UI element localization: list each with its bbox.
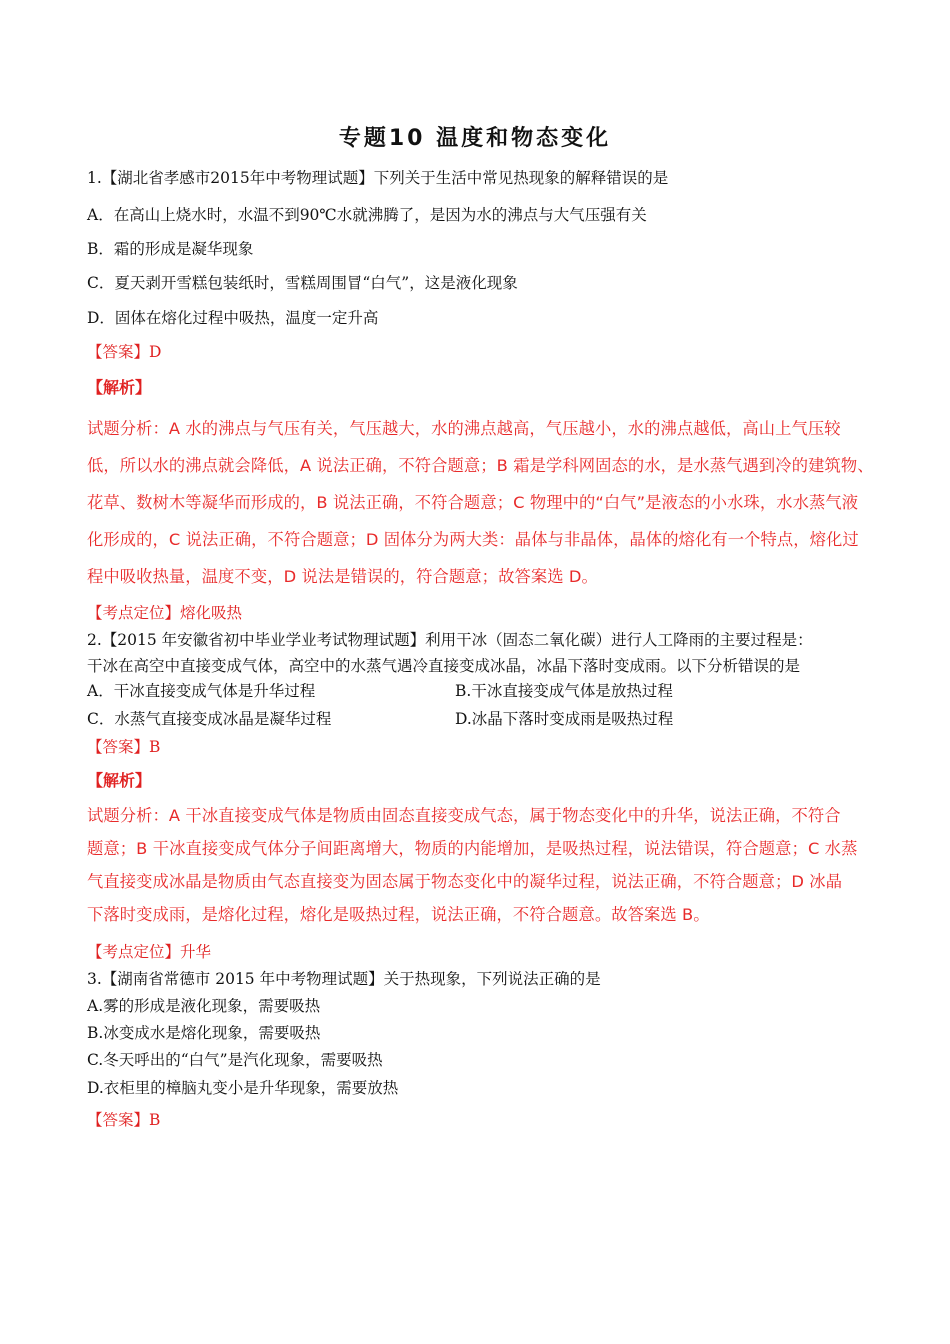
q2-stem-line: 2.【2015 年安徽省初中毕业学业考试物理试题】利用干冰（固态二氧化碳）进行人工降雨的主要过程是： (87, 631, 813, 649)
q3-option-c: C.冬天呼出的“白气”是汽化现象，需要吸热 (87, 1051, 383, 1069)
analysis-line: 低，所以水的沸点就会降低，A 说法正确，不符合题意；B 霜是学科网固态的水，是水蒸气遇到冷的建筑物、 (87, 456, 874, 475)
q3-option-a: A.雾的形成是液化现象，需要吸热 (87, 997, 321, 1015)
q1-analysis-heading: 【解析】 (87, 378, 152, 397)
analysis-line: 花草、数树木等凝华而形成的，B 说法正确，不符合题意；C 物理中的“白气”是液态的小水珠，水水蒸气液 (87, 493, 859, 512)
q2-analysis (87, 799, 877, 931)
analysis-line: 试题分析：A 水的沸点与气压有关，气压越大，水的沸点越高，气压越小，水的沸点越低，高山上气压较 (87, 419, 841, 438)
q2-option-b: B.干冰直接变成气体是放热过程 (455, 682, 673, 700)
q2-option-d: D.冰晶下落时变成雨是吸热过程 (455, 710, 674, 728)
analysis-line: 化形成的，C 说法正确，不符合题意；D 固体分为两大类：晶体与非晶体，晶体的熔化有一个特点，熔化过 (87, 530, 859, 549)
q2-answer: 【答案】B (87, 738, 161, 756)
q3-option-d: D.衣柜里的樟脑丸变小是升华现象，需要放热 (87, 1079, 399, 1097)
q1-stem: 1.【湖北省孝感市2015年中考物理试题】下列关于生活中常见热现象的解释错误的是 (87, 169, 669, 187)
analysis-line: 程中吸收热量，温度不变，D 说法是错误的，符合题意；故答案选 D。 (87, 567, 598, 586)
page-title: 专题10 温度和物态变化 (338, 126, 612, 151)
q3-option-b: B.冰变成水是熔化现象，需要吸热 (87, 1024, 321, 1042)
analysis-line: 气直接变成冰晶是物质由气态直接变为固态属于物态变化中的凝华过程，说法正确，不符合题意；D 冰晶 (87, 872, 843, 891)
analysis-line: 试题分析：A 干冰直接变成气体是物质由固态直接变成气态，属于物态变化中的升华，说法正确，不符合 (87, 806, 841, 825)
q2-knowledge-point: 【考点定位】升华 (87, 943, 212, 961)
q3-answer: 【答案】B (87, 1111, 161, 1129)
q2-analysis-heading: 【解析】 (87, 771, 152, 790)
q1-knowledge-point: 【考点定位】熔化吸热 (87, 604, 243, 622)
q1-option-d: D．固体在熔化过程中吸热，温度一定升高 (87, 309, 379, 327)
q1-option-c: C．夏天剥开雪糕包装纸时，雪糕周围冒“白气”，这是液化现象 (87, 274, 518, 292)
q1-answer: 【答案】D (87, 343, 162, 361)
q2-option-c: C．水蒸气直接变成冰晶是凝华过程 (87, 710, 332, 728)
q2-stem-line: 干冰在高空中直接变成气体，高空中的水蒸气遇冷直接变成冰晶，冰晶下落时变成雨。以下分析错误的是 (87, 657, 801, 675)
analysis-line: 题意；B 干冰直接变成气体分子间距离增大，物质的内能增加，是吸热过程，说法错误，符合题意；C 水蒸 (87, 839, 858, 858)
analysis-line: 下落时变成雨，是熔化过程，熔化是吸热过程，说法正确，不符合题意。故答案选 B。 (87, 905, 710, 924)
q2-option-a: A．干冰直接变成气体是升华过程 (87, 682, 316, 700)
q1-option-a: A．在高山上烧水时，水温不到90℃水就沸腾了，是因为水的沸点与大气压强有关 (87, 206, 647, 224)
q1-option-b: B．霜的形成是凝华现象 (87, 240, 254, 258)
q1-analysis (87, 410, 877, 595)
q3-stem: 3.【湖南省常德市 2015 年中考物理试题】关于热现象，下列说法正确的是 (87, 970, 601, 988)
